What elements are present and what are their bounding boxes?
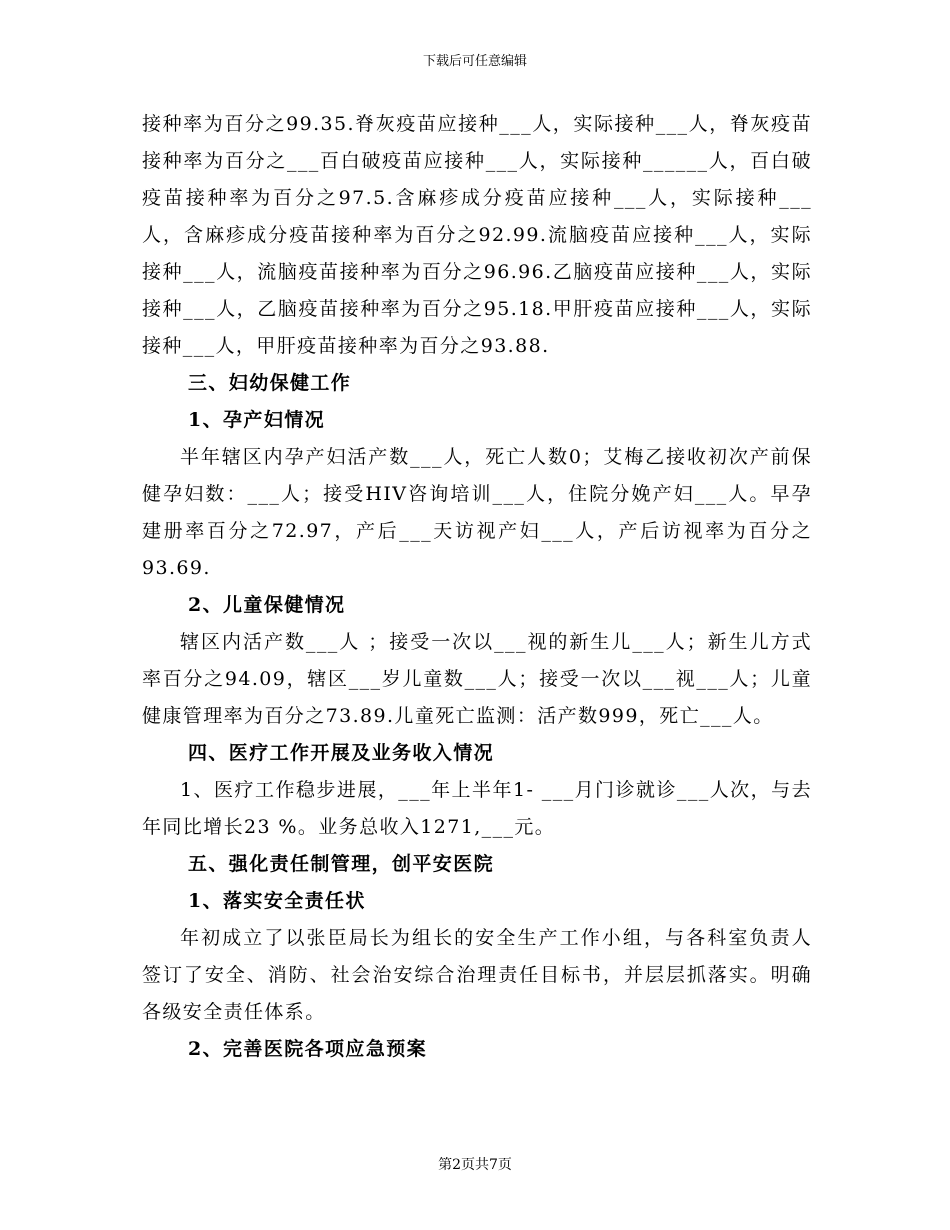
responsibility-paragraph: 年初成立了以张臣局长为组长的安全生产工作小组，与各科室负责人签订了安全、消防、社会治安综合治理责任目标书，并层层抓落实。明确各级安全责任体系。 — [142, 927, 812, 1023]
medical-paragraph: 1、医疗工作稳步进展，___年上半年1- ___月门诊就诊___人次，与去年同比增长23 %。业务总收入1271,___元。 — [142, 779, 812, 838]
section-heading-safety: 五、强化责任制管理，创平安医院 — [188, 853, 495, 875]
maternal-paragraph: 半年辖区内孕产妇活产数___人，死亡人数0；艾梅乙接收初次产前保健孕妇数：___人；接受HIV咨询培训___人，住院分娩产妇___人。早孕建册率百分之72.97，产后___天访视产妇___人，产后访视率为百分之93.69. — [142, 446, 812, 579]
vaccination-paragraph: 接种率为百分之99.35.脊灰疫苗应接种___人，实际接种___人，脊灰疫苗接种率为百分之___百白破疫苗应接种___人，实际接种______人，百白破疫苗接种率为百分之97.5.含麻疹成分疫苗应接种___人，实际接种___人，含麻疹成分疫苗接种率为百分之92.99.流脑疫苗应接种___人，实际接种___人，流脑疫苗接种率为百分之96.96.乙脑疫苗应接种___人，实际接种___人，乙脑疫苗接种率为百分之95.18.甲肝疫苗应接种___人，实际接种___人，甲肝疫苗接种率为百分之93.88. — [142, 113, 812, 357]
page-number: 第2页共7页 — [438, 1157, 512, 1173]
document-body — [142, 106, 812, 1068]
section-heading-maternal-child: 三、妇幼保健工作 — [188, 372, 352, 394]
page-header: 下载后可任意编辑 — [422, 54, 527, 69]
subheading-child: 2、儿童保健情况 — [188, 594, 346, 616]
subheading-responsibility: 1、落实安全责任状 — [188, 890, 366, 912]
subheading-emergency-plans: 2、完善医院各项应急预案 — [188, 1038, 428, 1060]
subheading-maternal: 1、孕产妇情况 — [188, 409, 326, 431]
child-paragraph: 辖区内活产数___人 ；接受一次以___视的新生儿___人；新生儿方式率百分之94.09，辖区___岁儿童数___人；接受一次以___视___人；儿童健康管理率为百分之73.89.儿童死亡监测：活产数999，死亡___人。 — [142, 631, 812, 727]
section-heading-medical: 四、医疗工作开展及业务收入情况 — [188, 742, 495, 764]
